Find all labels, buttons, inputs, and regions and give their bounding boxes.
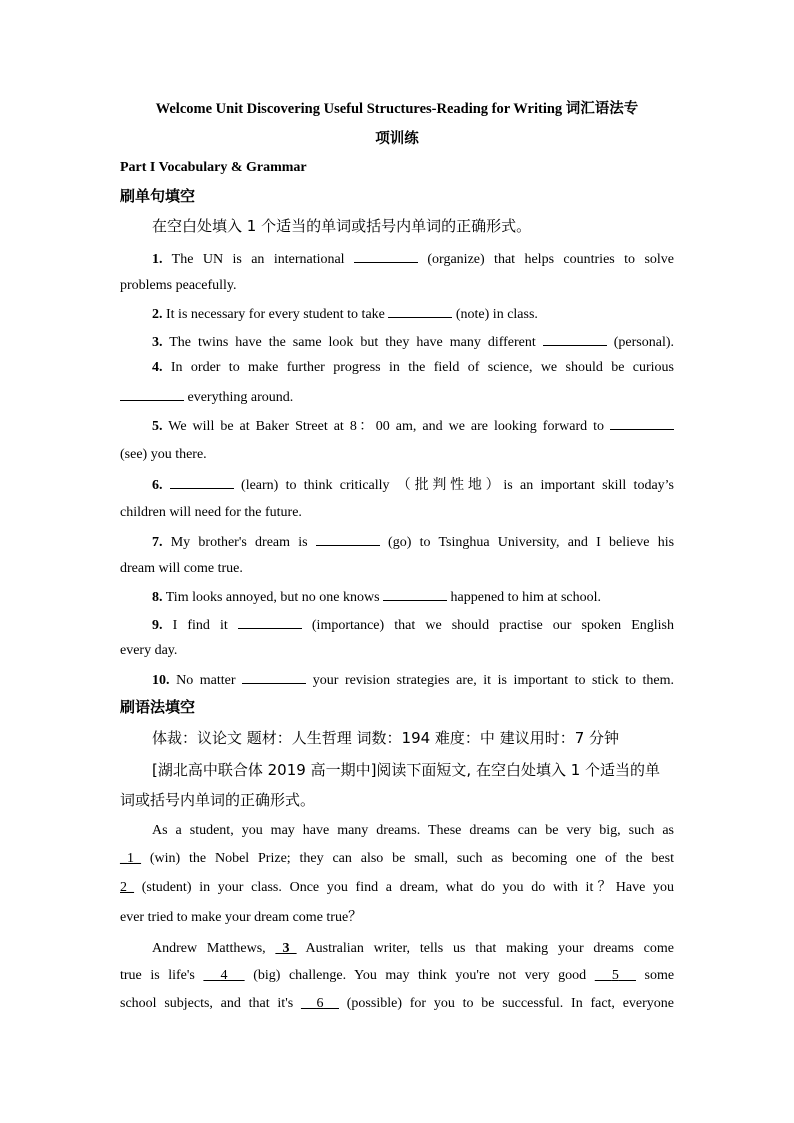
question-10: 10. No matter your revision strategies are, it is important to stick to them. bbox=[152, 669, 674, 691]
section-instruction: 在空白处填入 1 个适当的单词或括号内单词的正确形式。 bbox=[152, 217, 532, 235]
answer-blank[interactable] bbox=[383, 586, 447, 601]
title-line-2: 项训练 bbox=[375, 131, 419, 147]
question-8: 8. Tim looks annoyed, but no one knows happened to him at school. bbox=[152, 586, 674, 608]
answer-blank[interactable] bbox=[242, 669, 306, 684]
answer-blank[interactable] bbox=[543, 331, 607, 346]
passage-p2-line2: true is life's 4 (big) challenge. You may think you're not very good 5 some bbox=[120, 968, 675, 983]
question-1: 1. The UN is an international (organize) that helps countries to solve bbox=[152, 248, 674, 270]
question-3: 3. The twins have the same look but they have many different (personal). bbox=[152, 331, 674, 353]
passage-p1-line2: _1_ (win) the Nobel Prize; they can also be small, such as becoming one of the best bbox=[120, 851, 674, 866]
document-title bbox=[120, 94, 674, 154]
passage-source: [湖北高中联合体 2019 高一期中]阅读下面短文, 在空白处填入 1 个适当的单 bbox=[152, 761, 661, 779]
passage-p1-line1: As a student, you may have many dreams. These dreams can be very big, such as bbox=[152, 823, 674, 838]
section-heading-sentences: 刷单句填空 bbox=[120, 187, 196, 205]
passage-p2-line3: school subjects, and that it's 6 (possible) for you to be successful. In fact, everyone bbox=[120, 996, 675, 1011]
question-5-cont: (see) you there. bbox=[120, 447, 207, 462]
passage-p1-line3: 2_ (student) in your class. Once you find a dream, what do you do with it？Have you bbox=[120, 880, 674, 895]
blank-6[interactable]: 6 bbox=[316, 996, 324, 1011]
answer-blank[interactable] bbox=[610, 415, 674, 430]
title-line-1: Welcome Unit Discovering Useful Structures-Reading for Writing 词汇语法专 bbox=[155, 101, 639, 117]
question-4-cont: everything around. bbox=[120, 386, 674, 408]
passage-source-cont: 词或括号内单词的正确形式。 bbox=[120, 791, 316, 809]
passage-meta: 体裁：议论文 题材：人生哲理 词数：194 难度：中 建议用时：7 分钟 bbox=[152, 729, 620, 747]
question-6: 6. (learn) to think critically （批判性地）is an important skill today’s bbox=[152, 474, 674, 496]
question-9-cont: every day. bbox=[120, 643, 178, 658]
blank-5[interactable]: 5 bbox=[611, 968, 619, 983]
passage-p2-line1: Andrew Matthews, _3_ Australian writer, tells us that making your dreams come bbox=[152, 941, 675, 956]
blank-4[interactable]: 4 bbox=[220, 968, 228, 983]
answer-blank[interactable] bbox=[388, 303, 452, 318]
part-heading: Part I Vocabulary & Grammar bbox=[120, 160, 307, 175]
answer-blank[interactable] bbox=[354, 248, 418, 263]
answer-blank[interactable] bbox=[316, 531, 380, 546]
question-5: 5. We will be at Baker Street at 8：00 am, and we are looking forward to bbox=[152, 415, 674, 437]
answer-blank[interactable] bbox=[120, 386, 184, 401]
question-7-cont: dream will come true. bbox=[120, 561, 243, 576]
question-4: 4. In order to make further progress in the field of science, we should be curious bbox=[152, 360, 675, 375]
question-1-cont: problems peacefully. bbox=[120, 278, 237, 293]
passage-p1-line4: ever tried to make your dream come true？ bbox=[120, 910, 363, 925]
answer-blank[interactable] bbox=[170, 474, 234, 489]
question-7: 7. My brother's dream is (go) to Tsinghua University, and I believe his bbox=[152, 531, 674, 553]
question-2: 2. It is necessary for every student to take (note) in class. bbox=[152, 303, 674, 325]
blank-2[interactable]: 2_ bbox=[120, 880, 134, 895]
answer-blank[interactable] bbox=[238, 614, 302, 629]
question-9: 9. I find it (importance) that we should practise our spoken English bbox=[152, 614, 674, 636]
section-heading-grammar: 刷语法填空 bbox=[120, 698, 196, 716]
blank-1[interactable]: _1_ bbox=[120, 851, 141, 866]
question-6-cont: children will need for the future. bbox=[120, 505, 302, 520]
blank-3[interactable]: _3_ bbox=[275, 941, 297, 956]
